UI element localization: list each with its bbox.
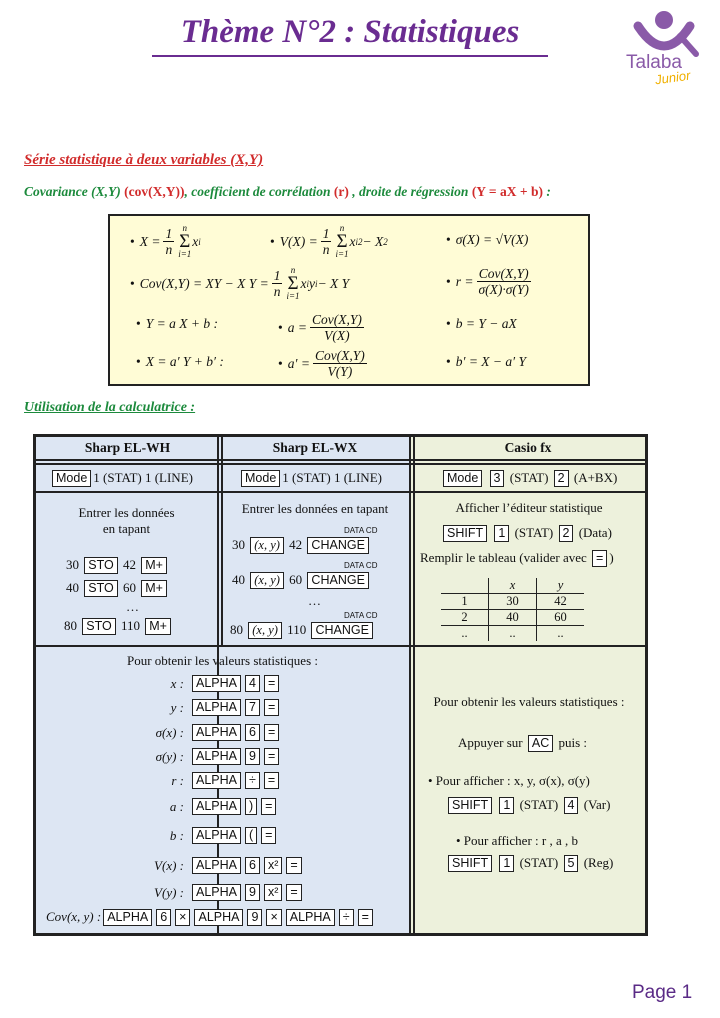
casio-press-ac: Appuyer sur AC puis : [458,735,588,750]
calc-key[interactable]: 9 [245,748,260,765]
calc-key[interactable]: ALPHA [103,909,152,926]
header-sharp-wx: Sharp EL-WX [272,440,358,455]
formula-b-prime: • b′ = X − a′ Y [446,354,526,369]
calc-key[interactable]: × [266,909,281,926]
divider [221,437,223,645]
wx-row-3: 80 (x, y) 110 CHANGE [230,622,375,639]
calc-key[interactable]: = [261,827,276,844]
calc-key[interactable]: 6 [245,857,260,874]
stat-label: b : [169,827,184,843]
stat-label: V(y) : [154,884,184,900]
calc-key[interactable]: ALPHA [286,909,335,926]
wh-stat-row [36,857,326,874]
wx-enter: Entrer les données en tapant [241,501,389,516]
wx-row-1: 30 (x, y) 42 CHANGE [232,537,371,554]
divider [36,491,645,493]
formula-correlation: • r = $\frac{\text{Cov(X,Y)}}{\sigma(X)\cdot\sigma(Y)}$ [446,266,529,297]
stat-label: r : [171,772,184,788]
calc-key[interactable]: ) [245,798,257,815]
stat-label: σ(y) : [155,748,184,764]
casio-show-editor: Afficher l’éditeur statistique [455,500,603,515]
wh-cov-row: Cov(x, y) : ALPHA 6 × ALPHA 9 × ALPHA ÷ = [46,909,375,926]
calc-key[interactable]: 7 [245,699,260,716]
casio-show-2: • Pour afficher : r , a , b [456,833,578,848]
calc-key[interactable]: ÷ [245,772,260,789]
casio-data-table [441,578,584,641]
table-row: .. .. .. [441,626,584,642]
calc-key[interactable]: 4 [245,675,260,692]
mode-key[interactable]: Mode [52,470,91,487]
page-title: Thème N°2 : Statistiques [180,14,520,50]
casio-seq-1: SHIFT 1 (STAT) 4 (Var) [446,797,610,814]
calc-key[interactable]: ALPHA [192,798,241,815]
stat-label: x : [170,675,184,691]
cov-key-seq [101,909,375,924]
calc-key[interactable]: ALPHA [192,675,241,692]
formula-sigma-x: • σ(X) = √V(X) [446,232,529,247]
title-underline [152,55,548,57]
calc-key[interactable]: 6 [245,724,260,741]
wh-stat-row [36,724,326,741]
calc-key[interactable]: x² [264,884,282,901]
wh-stat-row [36,827,326,844]
intro-line [24,184,551,200]
calc-key[interactable]: ( [245,827,257,844]
calc-key[interactable]: ALPHA [192,884,241,901]
intro-g: : [542,184,551,199]
stat-label: σ(x) : [155,724,184,740]
stat-label: y : [170,699,184,715]
wh-enter-1: Entrer les données [78,505,175,520]
mode-key[interactable]: Mode [241,470,280,487]
formula-box [108,214,590,386]
intro-e: , droite de régression [348,184,472,199]
formula-a-prime: • a′ = $\frac{\text{Cov(X,Y)}}{V(Y)}$ [278,348,365,379]
calc-key[interactable]: 6 [156,909,171,926]
wx-dots: … [308,593,321,608]
logo-subtext: Junior [654,67,692,88]
intro-f: (Y = aX + b) [471,184,543,199]
calc-key[interactable]: ALPHA [192,699,241,716]
calc-key[interactable]: = [264,772,279,789]
divider [36,459,645,461]
wh-dots: … [126,599,139,614]
stat-label: a : [169,798,184,814]
calc-key[interactable]: = [358,909,373,926]
wh-stat-row [36,772,326,789]
calc-key[interactable]: = [264,675,279,692]
calc-key[interactable]: = [286,857,301,874]
logo-text: Talaba [626,52,682,73]
intro-a: Covariance (X,Y) [24,184,125,199]
formula-line2: • X = a′ Y + b′ : [136,354,224,369]
data-cd-label: DATA CD [344,526,378,535]
calc-key[interactable]: ALPHA [192,748,241,765]
table-row: 1 30 42 [441,594,584,610]
wh-stat-row [36,699,326,716]
wh-stat-row [36,884,326,901]
divider [36,645,645,647]
casio-fill: Remplir le tableau (valider avec = ) [420,550,614,565]
mode-key[interactable]: Mode [443,470,482,487]
wh-obtain: Pour obtenir les valeurs statistiques : [126,653,318,668]
wh-mode: Mode 1 (STAT) 1 (LINE) [50,470,193,487]
formula-a: • a = $\frac{\text{Cov(X,Y)}}{V(X)}$ [278,312,362,343]
formula-covariance: • Cov(X,Y) = XY − X Y = $\frac{1}{n}$ n Σ i=1 x i y i − X Y [130,265,350,301]
calc-key[interactable]: ALPHA [192,827,241,844]
divider [36,463,645,465]
wx-row-2: 40 (x, y) 60 CHANGE [232,572,371,589]
casio-obtain: Pour obtenir les valeurs statistiques : [433,694,625,709]
calc-key[interactable]: ALPHA [192,724,241,741]
calc-key[interactable]: x² [264,857,282,874]
calc-key[interactable]: = [264,724,279,741]
section-heading-calculator: Utilisation de la calculatrice : [24,400,196,415]
casio-shift-data: SHIFT 1 (STAT) 2 (Data) [441,525,612,542]
table-header: x y [441,578,584,594]
calc-key[interactable]: ÷ [339,909,354,926]
calc-key[interactable]: = [286,884,301,901]
table-row: 2 40 60 [441,610,584,626]
header-casio: Casio fx [504,440,552,455]
intro-c: , coefficient de corrélation [184,184,334,199]
calc-key[interactable]: = [264,748,279,765]
intro-d: (r) [333,184,349,199]
calculator-table [33,434,648,936]
wh-stat-row [36,675,326,692]
casio-show-1: • Pour afficher : x, y, σ(x), σ(y) [428,773,590,788]
wh-row-2: 40 STO 60 M+ [66,580,169,597]
calc-key[interactable]: ALPHA [194,909,243,926]
formula-mean-x: • X = $\frac{1}{n}$ n Σ i=1 x i [130,223,201,259]
calc-key[interactable]: = [264,699,279,716]
wh-row-1: 30 STO 42 M+ [66,557,169,574]
section-heading-series: Série statistique à deux variables (X,Y) [24,152,264,168]
formula-variance-x: • V(X) = $\frac{1}{n}$ n Σ i=1 x i 2 − X 2 [270,223,388,259]
intro-b: (cov(X,Y)) [124,184,185,199]
calc-key[interactable]: 9 [245,884,260,901]
formula-line1: • Y = a X + b : [136,316,218,331]
wh-stat-row [36,748,326,765]
divider [409,437,411,933]
data-cd-label: DATA CD [344,561,378,570]
wh-enter-2: en tapant [102,521,151,536]
casio-seq-2: SHIFT 1 (STAT) 5 (Reg) [446,855,613,872]
stat-label: V(x) : [154,857,184,873]
data-cd-label: DATA CD [344,611,378,620]
casio-mode: Mode 3 (STAT) 2 (A+BX) [441,470,617,487]
calc-key[interactable]: × [175,909,190,926]
calc-key[interactable]: ALPHA [192,857,241,874]
wh-row-3: 80 STO 110 M+ [64,618,173,635]
calc-key[interactable]: 9 [247,909,262,926]
wx-mode: Mode 1 (STAT) 1 (LINE) [239,470,382,487]
formula-b: • b = Y − aX [446,316,517,331]
wh-stat-row [36,798,326,815]
header-sharp-wh: Sharp EL-WH [84,440,171,455]
calc-key[interactable]: = [261,798,276,815]
page-number: Page 1 [632,982,693,1003]
calc-key[interactable]: ALPHA [192,772,241,789]
